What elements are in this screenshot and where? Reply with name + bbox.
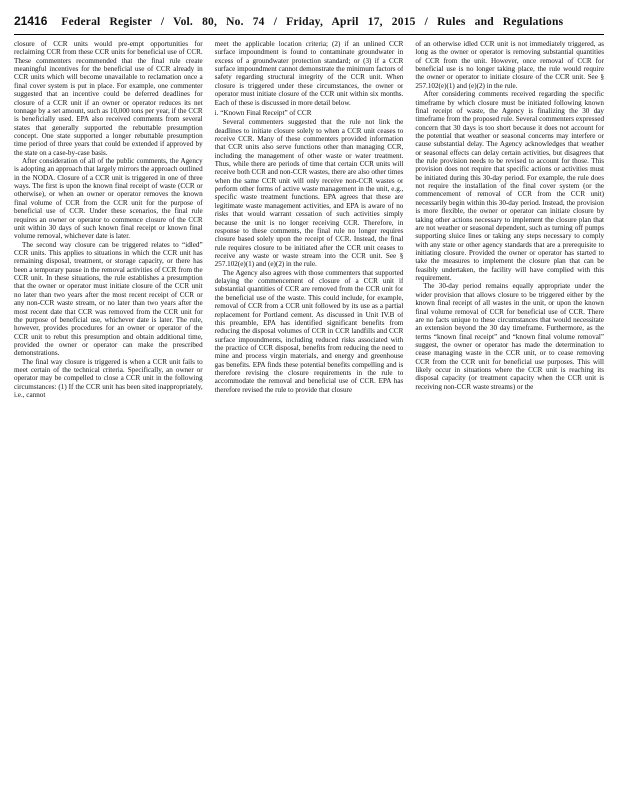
column-left <box>14 40 203 794</box>
page-number: 21416 <box>14 14 48 28</box>
header-rule <box>14 34 604 35</box>
paragraph: meet the applicable location criteria; (2) if an unlined CCR surface impoundment is found to contaminate groundwater in excess of a groundwater protection standard; or (3) if a CCR surface impoundment cannot demonstrate the minimum factors of safety regarding structural integrity of the CCR unit. When closure is triggered under these circumstances, the owner or operator must initiate closure of the CCR unit within six months. Each of these is discussed in more detail below. <box>214 40 404 107</box>
column-right <box>415 40 604 794</box>
paragraph: closure of CCR units would pre-empt opportunities for reclaiming CCR from these CCR units for beneficial use of CCR. These commenters recommended that the final rule create meaningful incentives for the beneficial use of CCR already in CCR units which will become unavailable to reclamation once a final cover system is put in place. For example, one commenter suggested that an incentive could be deferred deadlines for closure of a CCR unit if an owner or operator reduces its net tonnage by a set amount, such as 10,000 tons per year, if the CCR is beneficially used. EPA also received comments from several states that generally supported the rebuttable presumption concept. One state supported a longer rebuttable presumption time period of three years that could be extended if approved by the state on a case-by-case basis. <box>14 40 203 157</box>
column-middle <box>215 40 404 794</box>
section-heading: i. “Known Final Receipt” of CCR <box>214 108 312 117</box>
paragraph: The Agency also agrees with those commenters that supported delaying the commencement of closure of a CCR unit if substantial quantities of CCR are removed from the CCR unit for the beneficial use of the waste. This could include, for example, removal of CCR from a CCR unit followed by its use as a partial replacement for Portland cement. As discussed in Unit IV.B of this preamble, EPA has identified significant benefits from reducing the disposal volumes of CCR in CCR landfills and CCR surface impoundments, including reduced risks associated with the practice of CCR disposal, benefits from reducing the need to mine and process virgin materials, and energy and greenhouse gas benefits. EPA finds these potential benefits compelling and is therefore revising the closure requirements in the rule to accommodate the removal and beneficial use of CCR. EPA has therefore revised the rule to provide that closure <box>214 268 404 394</box>
paragraph: of an otherwise idled CCR unit is not immediately triggered, as long as the owner or operator is removing substantial quantities of CCR from the unit. However, once removal of CCR for beneficial use is no longer taking place, the rule would require the owner or operator to initiate closure of the CCR unit. See § 257.102(e)(1) and (e)(2) in the rule. <box>415 40 605 90</box>
text-columns <box>14 40 604 794</box>
paragraph: Several commenters suggested that the rule not link the deadlines to initiate closure solely to when a CCR unit ceases to receive CCR. Many of these commenters provided information that CCR units also serve functions other than managing CCR, including the management of other waste or water treatment. Thus, while there are periods of time that certain CCR units will receive both CCR and non-CCR wastes, there are also other times when the same CCR unit will only receive non-CCR wastes or perform other forms of active waste management in the unit, e.g., specific waste treatment functions. EPA agrees that these are legitimate waste management activities, and EPA is aware of no risks that would warrant cessation of such activities simply because the unit is no longer receiving CCR. Therefore, in response to these comments, the final rule no longer requires closure based solely upon the receipt of CCR. Instead, the final rule requires closure to be initiated after the CCR unit ceases to receive any waste or waste stream into the CCR unit. See § 257.102(e)(1) and (e)(2) in the rule. <box>214 118 404 269</box>
paragraph: After considering comments received regarding the specific timeframe by which closure must be initiated following known final receipt of waste, the Agency is finalizing the 30 day timeframe from the proposed rule. Several commenters expressed concern that 30 days is too short because it does not account for the potential that weather or seasonal concerns may interfere or cause substantial delay. The Agency acknowledges that weather or seasonal effects can delay certain activities, but disagrees that the rule provision needs to be revised to account for those. This provision does not require that specific actions or activities must be initiated during this 30-day period. For example, the rule does not require the installation of the final cover system (or the commencement of removal of CCR from the CCR unit) necessarily begin within this 30-day period. Instead, the provision is more flexible, the owner or operator can initiate closure by taking other actions necessary to implement the closure plan that are not weather or seasonal dependent, such as turning off pumps supporting sluice lines or taking any steps necessary to comply with any state or other agency standards that are a prerequisite to initiating closure. Provided the owner or operator has started to take the measures to implement the closure plan that can be feasibly undertaken, the facility will have complied with this requirement. <box>415 90 605 283</box>
paragraph: The 30-day period remains equally appropriate under the wider provision that allows closure to be triggered either by the known final receipt of all wastes in the unit, or upon the known final volume removal of CCR for beneficial use of CCR. There are no facts unique to these circumstances that would necessitate an extension beyond the 30 day timeframe. Furthermore, as the terms “known final receipt” and “known final volume removal” suggest, the owner or operator has made the determination to cease managing waste in the CCR unit, or to cease removing CCR from the CCR unit for beneficial use purposes. This will likely occur in situations where the CCR unit is reaching its disposal capacity (or treatment capacity when the CCR unit is receiving non-CCR waste streams) or the <box>415 282 605 391</box>
paragraph: After consideration of all of the public comments, the Agency is adopting an approach that largely mirrors the approach outlined in the NODA. Closure of a CCR unit is triggered in one of three ways. The first is upon the known final receipt of waste (CCR or otherwise), or when an owner or operator removes the known final volume of CCR from the CCR unit for the purpose of beneficial use of CCR. Under these scenarios, the final rule requires an owner or operator to commence closure of the CCR unit within 30 days of such known final receipt or known final volume removal, whichever date is later. <box>14 157 203 241</box>
running-head: Federal Register / Vol. 80, No. 74 / Friday, April 17, 2015 / Rules and Regulations <box>61 16 564 28</box>
paragraph: The final way closure is triggered is when a CCR unit fails to meet certain of the technical criteria. Specifically, an owner or operator may be compelled to close a CCR unit in the following circumstances: (1) If the CCR unit has been sited inappropriately, i.e., cannot <box>14 357 203 400</box>
page-header <box>14 14 604 32</box>
paragraph: The second way closure can be triggered relates to “idled” CCR units. This applies to situations in which the CCR unit has remaining disposal, treatment, or storage capacity, or there has been a temporary pause in the removal activities of CCR from the CCR unit. In these situations, the rule establishes a presumption that the owner or operator must initiate closure of the CCR unit no later than two years after the most recent receipt of CCR or any non-CCR waste stream, or no later than two years after the most recent date that CCR was removed from the CCR unit for the purpose of beneficial use, whichever date is later. The rule, however, provides procedures for an owner or operator of the CCR unit to rebut this presumption and obtain additional time, provided the owner or operator can make the prescribed demonstrations. <box>14 240 203 358</box>
